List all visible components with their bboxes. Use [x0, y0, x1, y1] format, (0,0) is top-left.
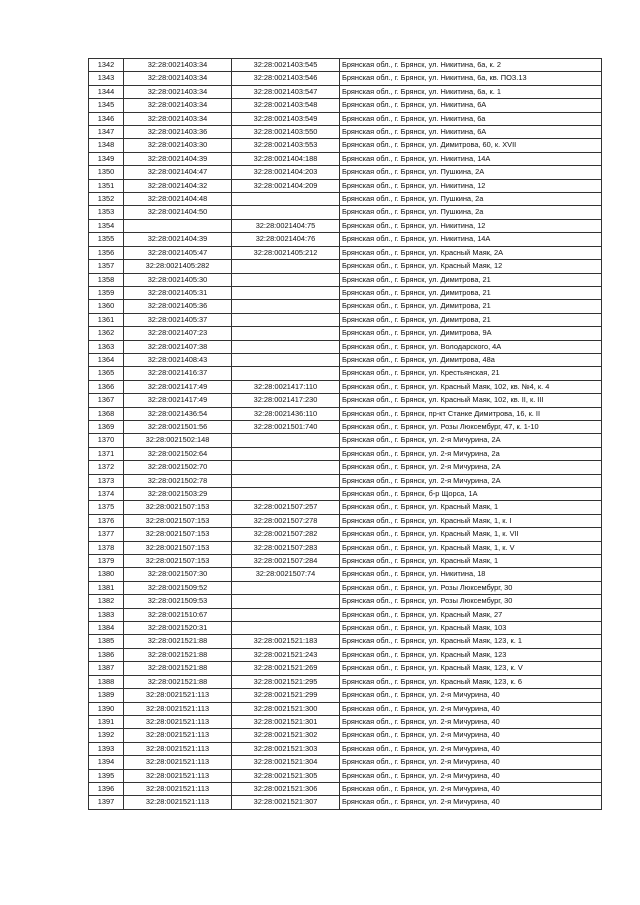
address-cell: Брянская обл., г. Брянск, ул. Никитина, 6а, к. 1	[340, 85, 602, 98]
table-row	[89, 340, 602, 353]
cadastral-quarter-cell: 32:28:0021507:153	[124, 528, 232, 541]
cadastral-number-cell	[232, 434, 340, 447]
cadastral-number-cell: 32:28:0021403:546	[232, 72, 340, 85]
cadastral-quarter-cell: 32:28:0021403:34	[124, 112, 232, 125]
cadastral-number-cell: 32:28:0021404:188	[232, 152, 340, 165]
address-cell: Брянская обл., г. Брянск, ул. Димитрова, 60, к. XVII	[340, 139, 602, 152]
table-row	[89, 769, 602, 782]
cadastral-number-cell	[232, 286, 340, 299]
address-cell: Брянская обл., г. Брянск, ул. Розы Люксембург, 47, к. 1-10	[340, 420, 602, 433]
table-row	[89, 461, 602, 474]
row-number-cell: 1362	[89, 327, 124, 340]
table-row	[89, 407, 602, 420]
table-row	[89, 300, 602, 313]
address-cell: Брянская обл., г. Брянск, ул. Димитрова, 48а	[340, 353, 602, 366]
cadastral-quarter-cell: 32:28:0021405:31	[124, 286, 232, 299]
table-row	[89, 501, 602, 514]
cadastral-quarter-cell: 32:28:0021509:52	[124, 581, 232, 594]
address-cell: Брянская обл., г. Брянск, ул. Красный Маяк, 1, к. I	[340, 514, 602, 527]
cadastral-quarter-cell: 32:28:0021521:113	[124, 715, 232, 728]
cadastral-number-cell	[232, 273, 340, 286]
row-number-cell: 1395	[89, 769, 124, 782]
address-cell: Брянская обл., г. Брянск, ул. Красный Маяк, 123, к. 1	[340, 635, 602, 648]
cadastral-number-cell: 32:28:0021404:76	[232, 233, 340, 246]
row-number-cell: 1350	[89, 166, 124, 179]
table-row	[89, 126, 602, 139]
table-row	[89, 152, 602, 165]
table-row	[89, 380, 602, 393]
cadastral-number-cell: 32:28:0021507:282	[232, 528, 340, 541]
cadastral-quarter-cell: 32:28:0021507:153	[124, 501, 232, 514]
table-row	[89, 555, 602, 568]
cadastral-number-cell: 32:28:0021417:110	[232, 380, 340, 393]
cadastral-quarter-cell: 32:28:0021405:36	[124, 300, 232, 313]
cadastral-quarter-cell: 32:28:0021403:34	[124, 72, 232, 85]
row-number-cell: 1348	[89, 139, 124, 152]
cadastral-quarter-cell: 32:28:0021408:43	[124, 353, 232, 366]
address-cell: Брянская обл., г. Брянск, ул. Никитина, 12	[340, 179, 602, 192]
address-cell: Брянская обл., г. Брянск, ул. 2-я Мичурина, 40	[340, 729, 602, 742]
address-cell: Брянская обл., г. Брянск, ул. 2-я Мичурина, 40	[340, 742, 602, 755]
cadastral-number-cell	[232, 608, 340, 621]
address-cell: Брянская обл., г. Брянск, ул. Димитрова, 9А	[340, 327, 602, 340]
row-number-cell: 1388	[89, 675, 124, 688]
row-number-cell: 1352	[89, 193, 124, 206]
table-row	[89, 514, 602, 527]
cadastral-number-cell: 32:28:0021501:740	[232, 420, 340, 433]
cadastral-quarter-cell: 32:28:0021416:37	[124, 367, 232, 380]
cadastral-number-cell: 32:28:0021521:304	[232, 756, 340, 769]
address-cell: Брянская обл., г. Брянск, ул. Красный Маяк, 2А	[340, 246, 602, 259]
cadastral-quarter-cell: 32:28:0021407:23	[124, 327, 232, 340]
cadastral-quarter-cell: 32:28:0021521:113	[124, 796, 232, 809]
row-number-cell: 1375	[89, 501, 124, 514]
table-row	[89, 434, 602, 447]
cadastral-number-cell: 32:28:0021403:545	[232, 59, 340, 72]
row-number-cell: 1369	[89, 420, 124, 433]
cadastral-quarter-cell: 32:28:0021405:37	[124, 313, 232, 326]
cadastral-quarter-cell: 32:28:0021521:113	[124, 782, 232, 795]
cadastral-quarter-cell: 32:28:0021405:47	[124, 246, 232, 259]
address-cell: Брянская обл., г. Брянск, ул. Красный Маяк, 1	[340, 555, 602, 568]
cadastral-quarter-cell: 32:28:0021521:88	[124, 635, 232, 648]
cadastral-number-cell	[232, 595, 340, 608]
row-number-cell: 1393	[89, 742, 124, 755]
row-number-cell: 1372	[89, 461, 124, 474]
address-cell: Брянская обл., г. Брянск, ул. Никитина, 6А	[340, 126, 602, 139]
address-cell: Брянская обл., г. Брянск, ул. Никитина, 14А	[340, 233, 602, 246]
table-row	[89, 273, 602, 286]
row-number-cell: 1360	[89, 300, 124, 313]
cadastral-number-cell	[232, 327, 340, 340]
row-number-cell: 1387	[89, 662, 124, 675]
table-row	[89, 782, 602, 795]
address-cell: Брянская обл., г. Брянск, пр-кт Станке Димитрова, 16, к. II	[340, 407, 602, 420]
cadastral-quarter-cell: 32:28:0021404:32	[124, 179, 232, 192]
cadastral-quarter-cell: 32:28:0021407:38	[124, 340, 232, 353]
address-cell: Брянская обл., г. Брянск, ул. Красный Маяк, 123, к. V	[340, 662, 602, 675]
cadastral-number-cell	[232, 447, 340, 460]
table-row	[89, 447, 602, 460]
row-number-cell: 1344	[89, 85, 124, 98]
cadastral-number-cell: 32:28:0021404:209	[232, 179, 340, 192]
row-number-cell: 1351	[89, 179, 124, 192]
table-row	[89, 112, 602, 125]
cadastral-number-cell: 32:28:0021507:278	[232, 514, 340, 527]
cadastral-number-cell: 32:28:0021521:299	[232, 689, 340, 702]
cadastral-quarter-cell: 32:28:0021403:34	[124, 85, 232, 98]
cadastral-number-cell	[232, 206, 340, 219]
cadastral-quarter-cell: 32:28:0021521:113	[124, 729, 232, 742]
row-number-cell: 1376	[89, 514, 124, 527]
address-cell: Брянская обл., г. Брянск, ул. 2-я Мичурина, 40	[340, 756, 602, 769]
cadastral-quarter-cell: 32:28:0021502:64	[124, 447, 232, 460]
table-row	[89, 85, 602, 98]
row-number-cell: 1354	[89, 219, 124, 232]
table-row	[89, 313, 602, 326]
table-row	[89, 581, 602, 594]
row-number-cell: 1384	[89, 622, 124, 635]
row-number-cell: 1379	[89, 555, 124, 568]
cadastral-number-cell: 32:28:0021507:283	[232, 541, 340, 554]
table-row	[89, 528, 602, 541]
cadastral-number-cell: 32:28:0021417:230	[232, 394, 340, 407]
address-cell: Брянская обл., г. Брянск, ул. Димитрова, 21	[340, 273, 602, 286]
address-cell: Брянская обл., г. Брянск, ул. Пушкина, 2А	[340, 166, 602, 179]
cadastral-quarter-cell: 32:28:0021521:113	[124, 756, 232, 769]
address-cell: Брянская обл., г. Брянск, ул. Красный Маяк, 1, к. VII	[340, 528, 602, 541]
cadastral-quarter-cell: 32:28:0021403:36	[124, 126, 232, 139]
cadastral-quarter-cell: 32:28:0021405:30	[124, 273, 232, 286]
address-cell: Брянская обл., г. Брянск, ул. Пушкина, 2а	[340, 193, 602, 206]
table-row	[89, 139, 602, 152]
cadastral-quarter-cell: 32:28:0021501:56	[124, 420, 232, 433]
table-row	[89, 166, 602, 179]
table-row	[89, 474, 602, 487]
table-row	[89, 193, 602, 206]
table-row	[89, 702, 602, 715]
cadastral-number-cell: 32:28:0021403:550	[232, 126, 340, 139]
cadastral-number-cell: 32:28:0021521:306	[232, 782, 340, 795]
row-number-cell: 1394	[89, 756, 124, 769]
cadastral-quarter-cell: 32:28:0021404:48	[124, 193, 232, 206]
row-number-cell: 1385	[89, 635, 124, 648]
cadastral-number-cell: 32:28:0021521:243	[232, 648, 340, 661]
row-number-cell: 1353	[89, 206, 124, 219]
cadastral-number-cell	[232, 300, 340, 313]
table-row	[89, 488, 602, 501]
cadastral-number-cell: 32:28:0021507:74	[232, 568, 340, 581]
table-row	[89, 233, 602, 246]
table-row	[89, 394, 602, 407]
cadastral-quarter-cell: 32:28:0021502:148	[124, 434, 232, 447]
row-number-cell: 1359	[89, 286, 124, 299]
address-cell: Брянская обл., г. Брянск, ул. Красный Маяк, 123	[340, 648, 602, 661]
cadastral-number-cell	[232, 581, 340, 594]
table-row	[89, 327, 602, 340]
cadastral-quarter-cell: 32:28:0021510:67	[124, 608, 232, 621]
row-number-cell: 1383	[89, 608, 124, 621]
address-cell: Брянская обл., г. Брянск, ул. Никитина, 6а	[340, 112, 602, 125]
cadastral-number-cell: 32:28:0021403:553	[232, 139, 340, 152]
row-number-cell: 1382	[89, 595, 124, 608]
row-number-cell: 1355	[89, 233, 124, 246]
address-cell: Брянская обл., г. Брянск, ул. 2-я Мичурина, 40	[340, 769, 602, 782]
cadastral-quarter-cell: 32:28:0021404:47	[124, 166, 232, 179]
table-row	[89, 635, 602, 648]
register-table	[88, 58, 602, 810]
table-row	[89, 742, 602, 755]
cadastral-quarter-cell: 32:28:0021417:49	[124, 394, 232, 407]
cadastral-number-cell: 32:28:0021521:183	[232, 635, 340, 648]
cadastral-number-cell: 32:28:0021403:547	[232, 85, 340, 98]
address-cell: Брянская обл., г. Брянск, ул. 2-я Мичурина, 40	[340, 702, 602, 715]
row-number-cell: 1349	[89, 152, 124, 165]
row-number-cell: 1373	[89, 474, 124, 487]
row-number-cell: 1368	[89, 407, 124, 420]
cadastral-number-cell: 32:28:0021405:212	[232, 246, 340, 259]
cadastral-number-cell: 32:28:0021507:257	[232, 501, 340, 514]
row-number-cell: 1378	[89, 541, 124, 554]
cadastral-quarter-cell: 32:28:0021507:153	[124, 541, 232, 554]
cadastral-number-cell: 32:28:0021521:295	[232, 675, 340, 688]
address-cell: Брянская обл., г. Брянск, ул. Розы Люксембург, 30	[340, 581, 602, 594]
row-number-cell: 1363	[89, 340, 124, 353]
table-row	[89, 689, 602, 702]
table-row	[89, 662, 602, 675]
table-row	[89, 246, 602, 259]
cadastral-quarter-cell: 32:28:0021417:49	[124, 380, 232, 393]
cadastral-number-cell	[232, 367, 340, 380]
address-cell: Брянская обл., г. Брянск, ул. 2-я Мичурина, 40	[340, 796, 602, 809]
table-row	[89, 219, 602, 232]
table-row	[89, 99, 602, 112]
row-number-cell: 1374	[89, 488, 124, 501]
row-number-cell: 1367	[89, 394, 124, 407]
cadastral-number-cell: 32:28:0021521:305	[232, 769, 340, 782]
row-number-cell: 1386	[89, 648, 124, 661]
cadastral-quarter-cell: 32:28:0021521:113	[124, 702, 232, 715]
cadastral-number-cell	[232, 622, 340, 635]
table-row	[89, 286, 602, 299]
table-row	[89, 353, 602, 366]
cadastral-quarter-cell: 32:28:0021521:113	[124, 769, 232, 782]
row-number-cell: 1347	[89, 126, 124, 139]
cadastral-number-cell	[232, 353, 340, 366]
address-cell: Брянская обл., г. Брянск, ул. Пушкина, 2а	[340, 206, 602, 219]
table-row	[89, 756, 602, 769]
row-number-cell: 1396	[89, 782, 124, 795]
cadastral-number-cell: 32:28:0021507:284	[232, 555, 340, 568]
address-cell: Брянская обл., г. Брянск, ул. 2-я Мичурина, 2А	[340, 474, 602, 487]
table-row	[89, 260, 602, 273]
cadastral-quarter-cell: 32:28:0021507:30	[124, 568, 232, 581]
cadastral-number-cell: 32:28:0021521:269	[232, 662, 340, 675]
row-number-cell: 1371	[89, 447, 124, 460]
row-number-cell: 1356	[89, 246, 124, 259]
table-row	[89, 622, 602, 635]
cadastral-quarter-cell: 32:28:0021436:54	[124, 407, 232, 420]
address-cell: Брянская обл., г. Брянск, ул. Красный Маяк, 102, кв. №4, к. 4	[340, 380, 602, 393]
cadastral-quarter-cell: 32:28:0021403:34	[124, 99, 232, 112]
address-cell: Брянская обл., г. Брянск, ул. Володарского, 4А	[340, 340, 602, 353]
address-cell: Брянская обл., г. Брянск, ул. Никитина, 6а, к. 2	[340, 59, 602, 72]
table-row	[89, 608, 602, 621]
cadastral-quarter-cell: 32:28:0021507:153	[124, 555, 232, 568]
address-cell: Брянская обл., г. Брянск, ул. 2-я Мичурина, 2а	[340, 447, 602, 460]
row-number-cell: 1397	[89, 796, 124, 809]
cadastral-quarter-cell: 32:28:0021502:70	[124, 461, 232, 474]
cadastral-number-cell	[232, 260, 340, 273]
table-row	[89, 675, 602, 688]
cadastral-quarter-cell: 32:28:0021404:39	[124, 233, 232, 246]
cadastral-quarter-cell: 32:28:0021502:78	[124, 474, 232, 487]
cadastral-number-cell	[232, 340, 340, 353]
cadastral-number-cell	[232, 313, 340, 326]
table-row	[89, 541, 602, 554]
cadastral-number-cell: 32:28:0021403:548	[232, 99, 340, 112]
row-number-cell: 1358	[89, 273, 124, 286]
row-number-cell: 1390	[89, 702, 124, 715]
address-cell: Брянская обл., г. Брянск, ул. Розы Люксембург, 30	[340, 595, 602, 608]
cadastral-quarter-cell: 32:28:0021520:31	[124, 622, 232, 635]
row-number-cell: 1361	[89, 313, 124, 326]
cadastral-quarter-cell: 32:28:0021521:88	[124, 675, 232, 688]
address-cell: Брянская обл., г. Брянск, ул. 2-я Мичурина, 40	[340, 689, 602, 702]
address-cell: Брянская обл., г. Брянск, ул. Никитина, 12	[340, 219, 602, 232]
row-number-cell: 1389	[89, 689, 124, 702]
table-row	[89, 729, 602, 742]
row-number-cell: 1364	[89, 353, 124, 366]
table-row	[89, 568, 602, 581]
address-cell: Брянская обл., г. Брянск, ул. Красный Маяк, 123, к. 6	[340, 675, 602, 688]
table-row	[89, 420, 602, 433]
row-number-cell: 1392	[89, 729, 124, 742]
address-cell: Брянская обл., г. Брянск, ул. 2-я Мичурина, 2А	[340, 434, 602, 447]
row-number-cell: 1370	[89, 434, 124, 447]
cadastral-number-cell: 32:28:0021521:307	[232, 796, 340, 809]
cadastral-number-cell: 32:28:0021521:303	[232, 742, 340, 755]
cadastral-quarter-cell: 32:28:0021521:113	[124, 742, 232, 755]
cadastral-quarter-cell: 32:28:0021405:282	[124, 260, 232, 273]
address-cell: Брянская обл., г. Брянск, ул. Красный Маяк, 12	[340, 260, 602, 273]
address-cell: Брянская обл., г. Брянск, ул. Никитина, 6А	[340, 99, 602, 112]
address-cell: Брянская обл., г. Брянск, ул. Красный Маяк, 103	[340, 622, 602, 635]
address-cell: Брянская обл., г. Брянск, б-р Щорса, 1А	[340, 488, 602, 501]
table-row	[89, 367, 602, 380]
cadastral-quarter-cell: 32:28:0021503:29	[124, 488, 232, 501]
cadastral-number-cell	[232, 461, 340, 474]
row-number-cell: 1380	[89, 568, 124, 581]
cadastral-number-cell	[232, 488, 340, 501]
address-cell: Брянская обл., г. Брянск, ул. Красный Маяк, 102, кв. II, к. III	[340, 394, 602, 407]
table-row	[89, 595, 602, 608]
address-cell: Брянская обл., г. Брянск, ул. Красный Маяк, 1, к. V	[340, 541, 602, 554]
address-cell: Брянская обл., г. Брянск, ул. Крестьянская, 21	[340, 367, 602, 380]
cadastral-number-cell: 32:28:0021521:301	[232, 715, 340, 728]
row-number-cell: 1343	[89, 72, 124, 85]
cadastral-quarter-cell: 32:28:0021403:34	[124, 59, 232, 72]
cadastral-quarter-cell: 32:28:0021509:53	[124, 595, 232, 608]
cadastral-number-cell: 32:28:0021521:300	[232, 702, 340, 715]
cadastral-quarter-cell: 32:28:0021521:88	[124, 662, 232, 675]
table-row	[89, 59, 602, 72]
cadastral-quarter-cell: 32:28:0021404:50	[124, 206, 232, 219]
row-number-cell: 1377	[89, 528, 124, 541]
cadastral-quarter-cell: 32:28:0021521:113	[124, 689, 232, 702]
row-number-cell: 1345	[89, 99, 124, 112]
address-cell: Брянская обл., г. Брянск, ул. Никитина, 18	[340, 568, 602, 581]
row-number-cell: 1357	[89, 260, 124, 273]
cadastral-number-cell	[232, 193, 340, 206]
cadastral-quarter-cell: 32:28:0021403:30	[124, 139, 232, 152]
row-number-cell: 1342	[89, 59, 124, 72]
cadastral-number-cell: 32:28:0021404:203	[232, 166, 340, 179]
address-cell: Брянская обл., г. Брянск, ул. 2-я Мичурина, 40	[340, 782, 602, 795]
cadastral-quarter-cell: 32:28:0021521:88	[124, 648, 232, 661]
address-cell: Брянская обл., г. Брянск, ул. Никитина, 14А	[340, 152, 602, 165]
table-row	[89, 715, 602, 728]
address-cell: Брянская обл., г. Брянск, ул. Димитрова, 21	[340, 286, 602, 299]
address-cell: Брянская обл., г. Брянск, ул. Красный Маяк, 27	[340, 608, 602, 621]
row-number-cell: 1365	[89, 367, 124, 380]
table-row	[89, 179, 602, 192]
table-row	[89, 796, 602, 809]
cadastral-quarter-cell: 32:28:0021404:39	[124, 152, 232, 165]
cadastral-number-cell: 32:28:0021521:302	[232, 729, 340, 742]
cadastral-number-cell: 32:28:0021436:110	[232, 407, 340, 420]
address-cell: Брянская обл., г. Брянск, ул. 2-я Мичурина, 40	[340, 715, 602, 728]
row-number-cell: 1391	[89, 715, 124, 728]
address-cell: Брянская обл., г. Брянск, ул. 2-я Мичурина, 2А	[340, 461, 602, 474]
table-row	[89, 72, 602, 85]
table-row	[89, 648, 602, 661]
cadastral-number-cell	[232, 474, 340, 487]
row-number-cell: 1366	[89, 380, 124, 393]
address-cell: Брянская обл., г. Брянск, ул. Красный Маяк, 1	[340, 501, 602, 514]
cadastral-quarter-cell: 32:28:0021507:153	[124, 514, 232, 527]
table-row	[89, 206, 602, 219]
cadastral-quarter-cell	[124, 219, 232, 232]
row-number-cell: 1346	[89, 112, 124, 125]
cadastral-number-cell: 32:28:0021404:75	[232, 219, 340, 232]
cadastral-number-cell: 32:28:0021403:549	[232, 112, 340, 125]
address-cell: Брянская обл., г. Брянск, ул. Димитрова, 21	[340, 300, 602, 313]
address-cell: Брянская обл., г. Брянск, ул. Димитрова, 21	[340, 313, 602, 326]
row-number-cell: 1381	[89, 581, 124, 594]
address-cell: Брянская обл., г. Брянск, ул. Никитина, 6а, кв. ПОЗ.13	[340, 72, 602, 85]
register-table-body	[89, 59, 602, 810]
